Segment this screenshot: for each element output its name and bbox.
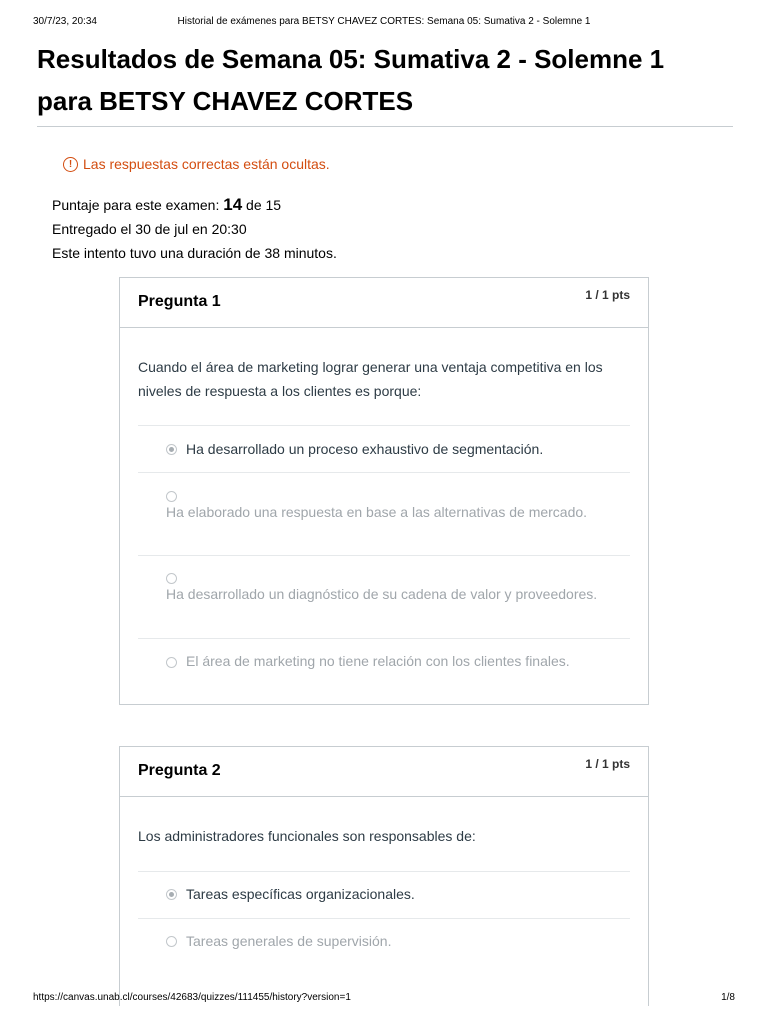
- answer-option-1[interactable]: [138, 871, 630, 918]
- radio-button-icon: [166, 936, 177, 947]
- answer-option-3[interactable]: [138, 555, 630, 638]
- answer-label: Ha desarrollado un diagnóstico de su cadena de valor y proveedores.: [166, 586, 598, 602]
- print-document-title: Historial de exámenes para BETSY CHAVEZ CORTES: Semana 05: Sumativa 2 - Solemne 1: [177, 16, 591, 27]
- answer-list: [138, 871, 630, 964]
- question-title: Pregunta 1: [138, 293, 221, 310]
- question-header: [120, 278, 648, 328]
- duration-line: Este intento tuvo una duración de 38 minutos.: [52, 245, 337, 261]
- print-footer: [33, 992, 735, 1006]
- page-title: [37, 38, 737, 122]
- radio-button-icon: [166, 573, 177, 584]
- question-points: 1 / 1 pts: [585, 757, 630, 771]
- question-text: Los administradores funcionales son responsables de:: [138, 828, 476, 844]
- answer-list: [138, 425, 630, 684]
- radio-button-icon: [166, 889, 177, 900]
- radio-button-icon: [166, 491, 177, 502]
- answer-label: Ha elaborado una respuesta en base a las alternativas de mercado.: [166, 504, 588, 520]
- score-line: [52, 193, 337, 217]
- answer-option-2[interactable]: [138, 472, 630, 555]
- radio-button-icon: [166, 444, 177, 455]
- question-points: 1 / 1 pts: [585, 288, 630, 302]
- score-suffix: de 15: [242, 197, 282, 213]
- title-divider: [37, 126, 733, 127]
- answer-option-4[interactable]: [138, 638, 630, 684]
- print-date: 30/7/23, 20:34: [33, 16, 97, 27]
- print-header: [33, 16, 735, 30]
- warning-circle-icon: !: [63, 157, 78, 172]
- answer-label: Tareas generales de supervisión.: [186, 933, 392, 949]
- submitted-line: Entregado el 30 de jul en 20:30: [52, 221, 247, 237]
- question-card-1: [119, 277, 649, 705]
- page-title-line-1: Resultados de Semana 05: Sumativa 2 - Solemne 1: [37, 44, 665, 74]
- answers-hidden-notice: [63, 156, 330, 172]
- answer-label: El área de marketing no tiene relación con los clientes finales.: [186, 653, 570, 669]
- answer-label: Tareas específicas organizacionales.: [186, 886, 415, 902]
- question-title: Pregunta 2: [138, 762, 221, 779]
- answer-option-1[interactable]: [138, 425, 630, 472]
- print-url: https://canvas.unab.cl/courses/42683/quizzes/111455/history?version=1: [33, 992, 351, 1003]
- print-page-number: 1/8: [721, 992, 735, 1003]
- question-card-2: [119, 746, 649, 1006]
- answers-hidden-text: Las respuestas correctas están ocultas.: [83, 156, 330, 172]
- answer-label: Ha desarrollado un proceso exhaustivo de segmentación.: [186, 441, 544, 457]
- score-value: 14: [223, 195, 243, 214]
- quiz-summary: [52, 193, 337, 265]
- page-title-line-2: para BETSY CHAVEZ CORTES: [37, 86, 414, 116]
- radio-button-icon: [166, 657, 177, 668]
- question-text: Cuando el área de marketing lograr generar una ventaja competitiva en los niveles de respuesta a los clientes es porque:: [138, 359, 603, 399]
- score-prefix: Puntaje para este examen:: [52, 197, 224, 213]
- question-header: [120, 747, 648, 797]
- answer-option-2[interactable]: [138, 918, 630, 964]
